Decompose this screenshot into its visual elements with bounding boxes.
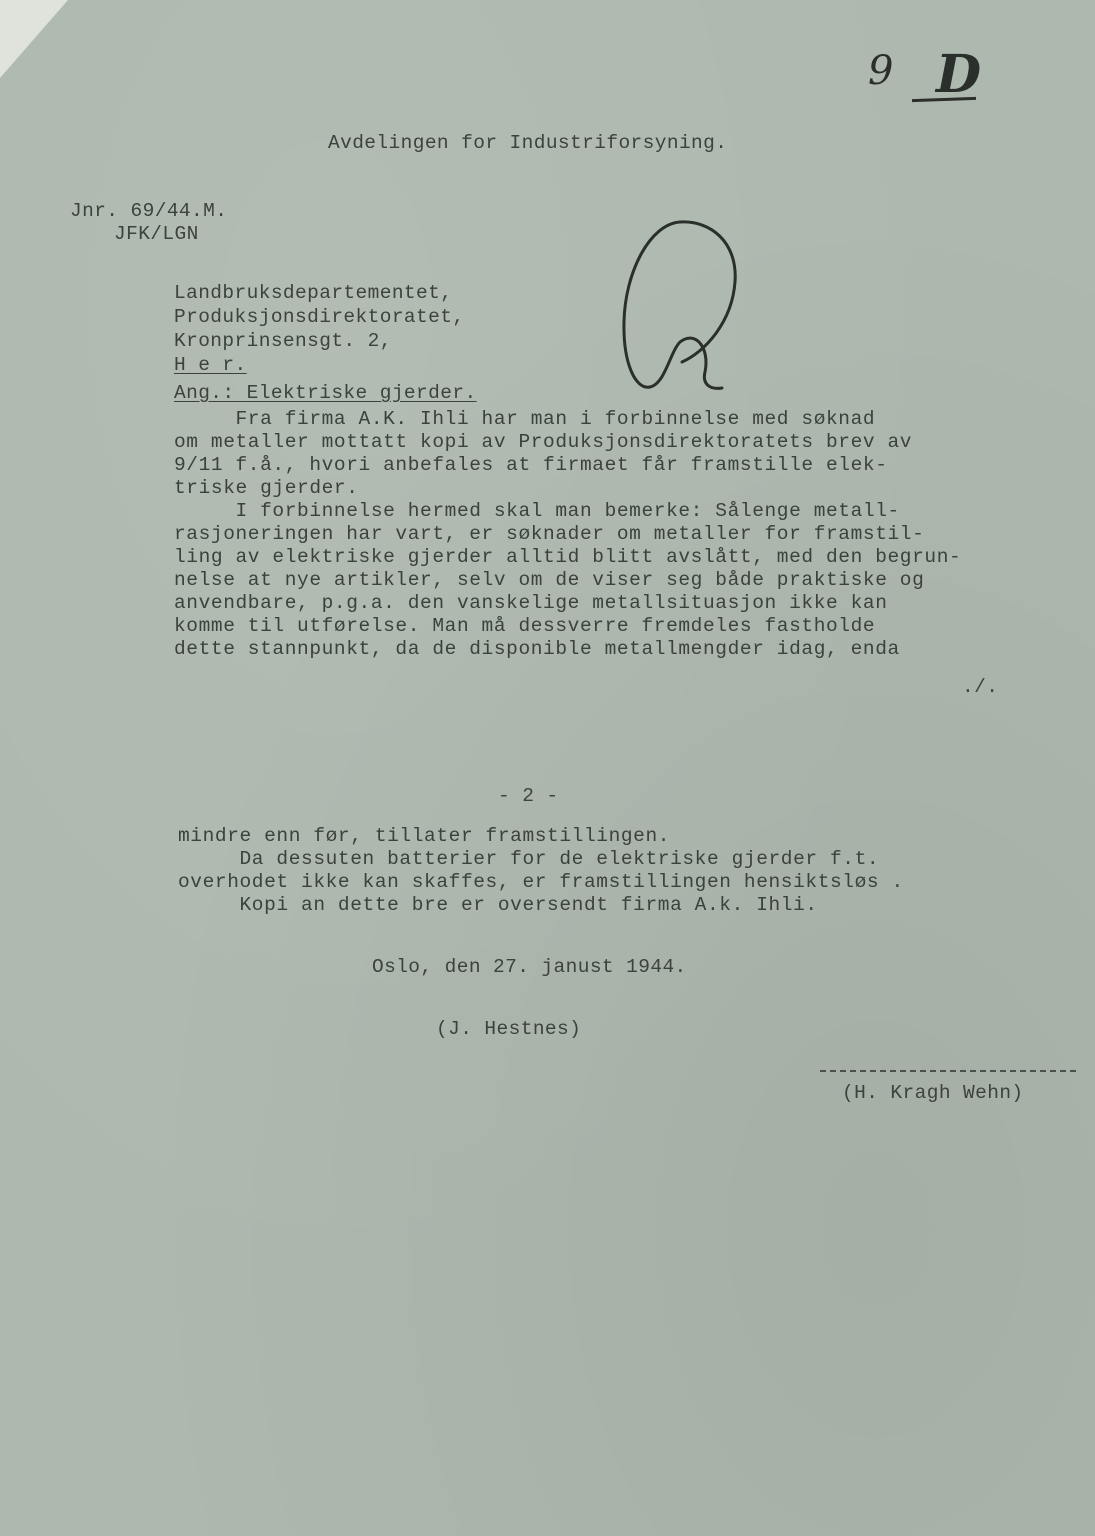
- body-line: dette stannpunkt, da de disponible metallmengder idag, enda: [174, 638, 900, 660]
- signatory-name: (J. Hestnes): [436, 1018, 582, 1040]
- body-line: komme til utførelse. Man må dessverre fremdeles fastholde: [174, 615, 876, 637]
- body-line: mindre enn før, tillater framstillingen.: [178, 825, 671, 847]
- body-line: om metaller mottatt kopi av Produksjonsdirektoratets brev av: [174, 431, 913, 453]
- journal-number: Jnr. 69/44.M.: [70, 200, 228, 222]
- body-line: ling av elektriske gjerder alltid blitt avslått, med den begrun-: [174, 546, 962, 568]
- body-line: Kopi an dette bre er oversendt firma A.k. Ihli.: [178, 894, 818, 916]
- recipient-line: H e r.: [174, 354, 247, 376]
- body-line: nelse at nye artikler, selv om de viser seg både praktiske og: [174, 569, 925, 591]
- recipient-line: Landbruksdepartementet,: [174, 282, 453, 304]
- signatory-name: (H. Kragh Wehn): [842, 1082, 1024, 1104]
- body-line: 9/11 f.å., hvori anbefales at firmaet får framstille elek-: [174, 454, 888, 476]
- body-line: Da dessuten batterier for de elektriske gjerder f.t.: [178, 848, 880, 870]
- letterhead: Avdelingen for Industriforsyning.: [328, 132, 728, 154]
- body-line: overhodet ikke kan skaffes, er framstillingen hensiktsløs .: [178, 871, 904, 893]
- signature-line: [820, 1070, 1076, 1072]
- reference-initials: JFK/LGN: [114, 223, 199, 245]
- handwritten-initial: [610, 212, 760, 402]
- body-line: Fra firma A.K. Ihli har man i forbinnelse med søknad: [174, 408, 876, 430]
- recipient-line: Produksjonsdirektoratet,: [174, 306, 465, 328]
- body-line: anvendbare, p.g.a. den vanskelige metallsituasjon ikke kan: [174, 592, 888, 614]
- body-line: triske gjerder.: [174, 477, 359, 499]
- subject-line: Ang.: Elektriske gjerder.: [174, 382, 477, 404]
- body-line: rasjoneringen har vart, er søknader om metaller for framstil-: [174, 523, 925, 545]
- folded-corner: [0, 0, 68, 78]
- recipient-line: Kronprinsensgt. 2,: [174, 330, 392, 352]
- page-marker: - 2 -: [498, 785, 559, 807]
- body-line: I forbinnelse hermed skal man bemerke: Sålenge metall-: [174, 500, 900, 522]
- date-line: Oslo, den 27. janust 1944.: [372, 956, 687, 978]
- continuation-mark: ./.: [962, 676, 999, 698]
- handwritten-number: 9: [868, 48, 894, 94]
- handwritten-letter: D: [936, 44, 982, 105]
